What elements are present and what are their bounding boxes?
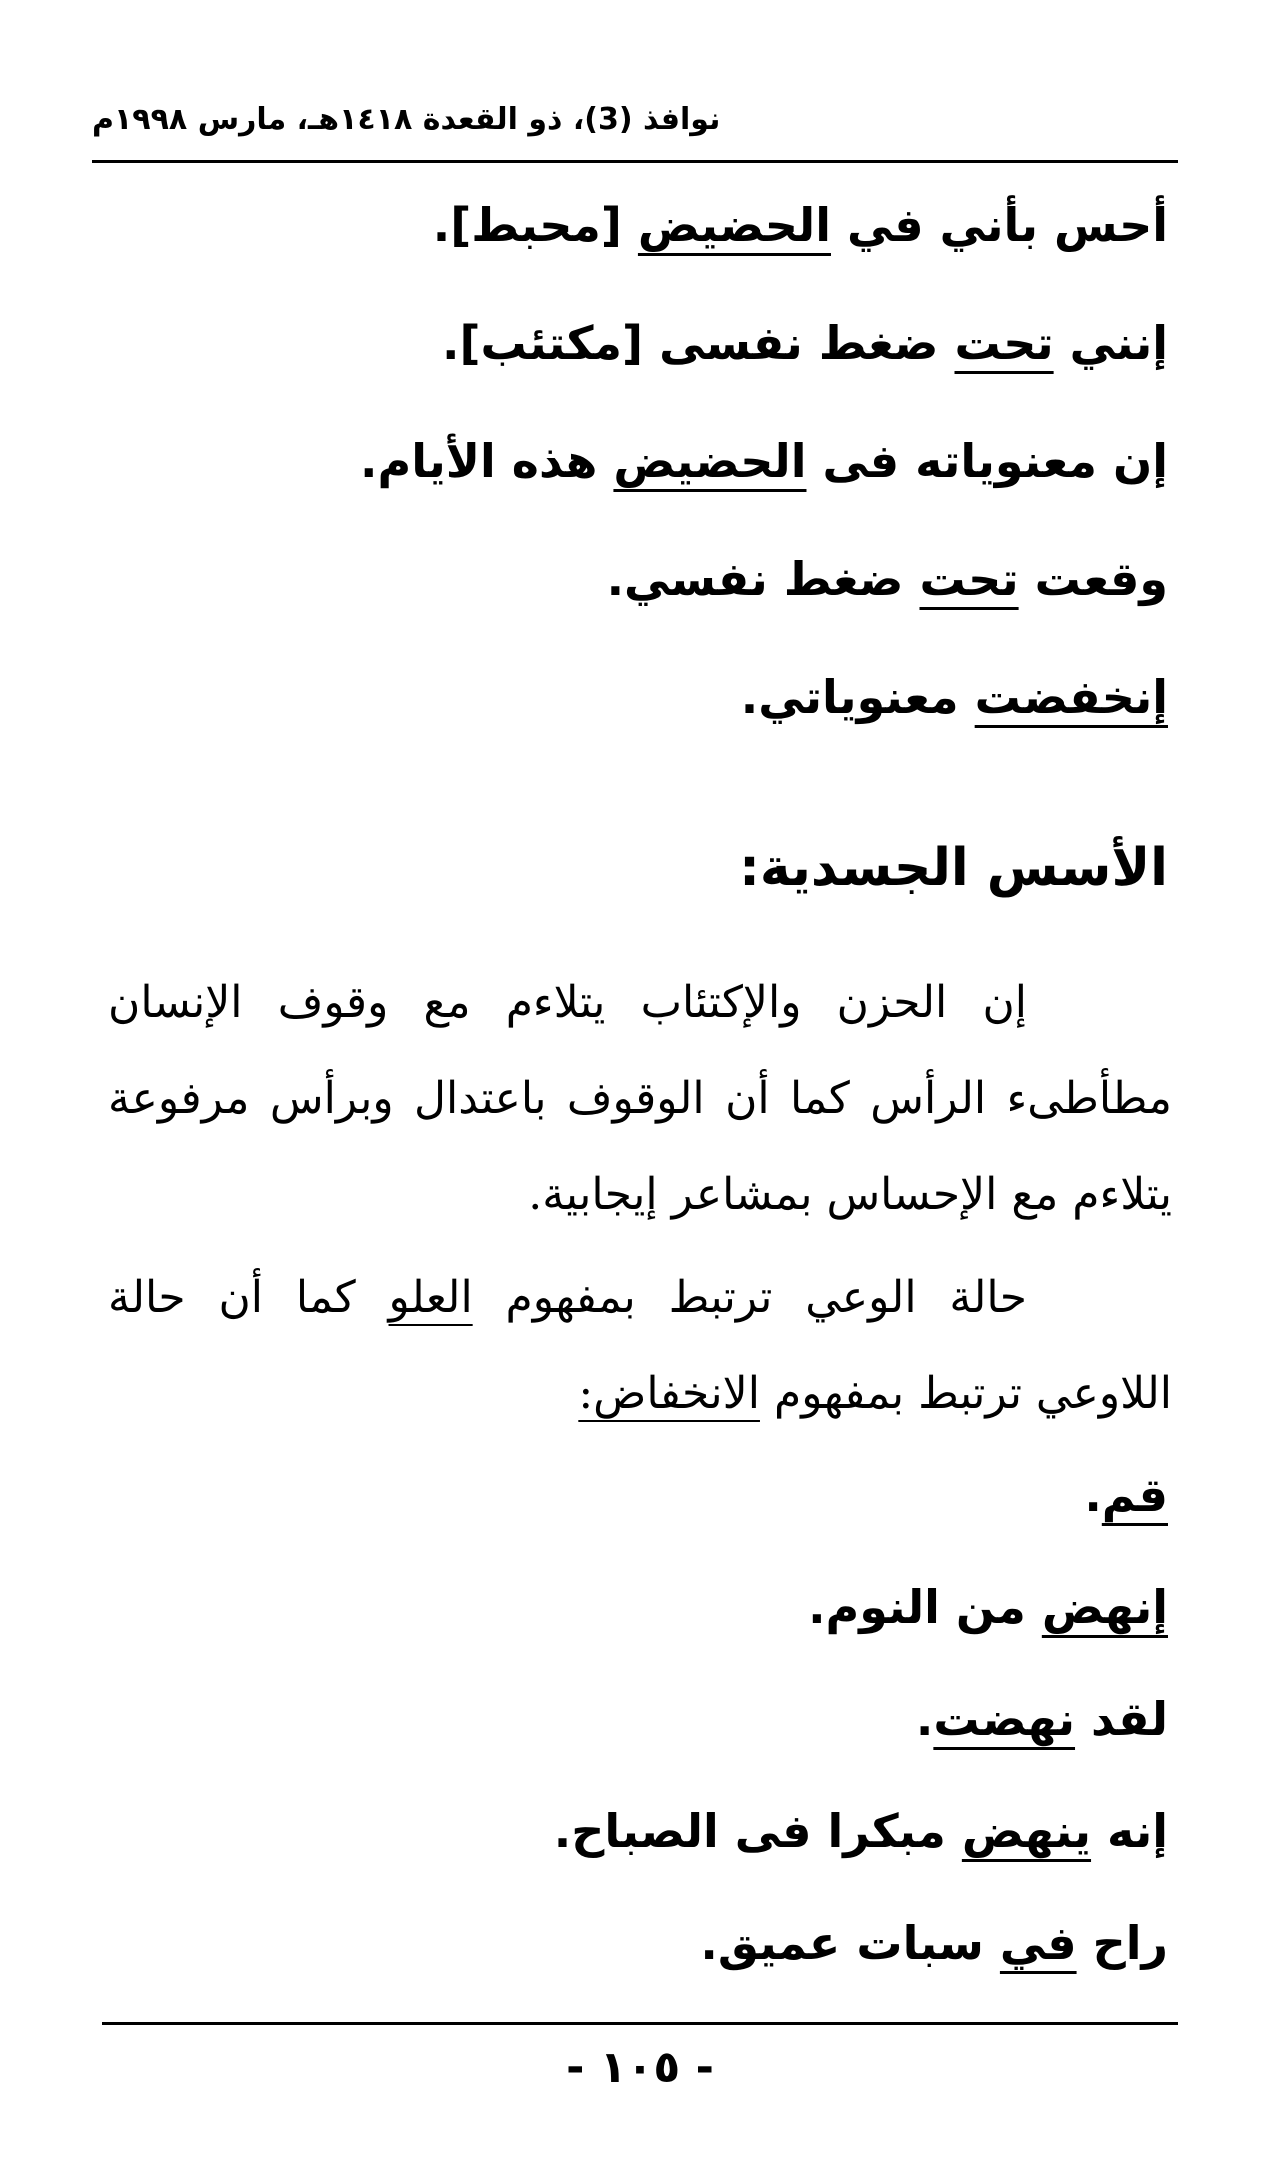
underlined-keyword: تحت [919,552,1019,606]
paragraph-text: حالة الوعي ترتبط بمفهوم [472,1272,1028,1323]
example-text-before: راح [1076,1916,1168,1970]
example-text-after: معنوياتي. [740,670,975,724]
underlined-keyword: العلو [388,1272,473,1323]
underlined-keyword: إنخفضت [974,670,1168,724]
example-text-after: مبكرا فى الصباح. [553,1804,962,1858]
example-text-before: أحس بأني في [830,198,1168,252]
underlined-keyword: قم [1101,1468,1168,1522]
paragraph-text: كما أن حالة [108,1272,389,1323]
underlined-keyword: تحت [954,316,1054,370]
example-line [607,554,1168,605]
underlined-keyword: نهضت [933,1692,1076,1746]
paragraph-line: مطأطىء الرأس كما أن الوقوف باعتدال وبرأس مرفوعة [108,1073,1172,1124]
example-text-after: ضغط نفسي. [606,552,920,606]
example-text-before: إن معنوياته فى [806,434,1168,488]
section-heading: الأسس الجسدية: [739,838,1168,898]
page-number: - ١٠٥ - [566,2042,714,2093]
example-text-after: من النوم. [808,1580,1042,1634]
example-text-after: . [1084,1468,1102,1522]
example-line [360,436,1168,487]
example-text-before: إنه [1091,1804,1168,1858]
paragraph-line [108,1250,1172,1346]
body-paragraph [108,955,1172,1243]
example-line [700,1918,1168,1969]
example-line [554,1806,1168,1857]
paragraph-line: إن الحزن والإكتئاب يتلاءم مع وقوف الإنسان [108,977,1027,1028]
example-text-before: إنني [1053,316,1168,370]
running-title: نوافذ (3)، ذو القعدة ١٤١٨هـ، مارس ١٩٩٨م [92,102,721,137]
example-text-before: لقد [1075,1692,1168,1746]
body-paragraph [108,1250,1172,1442]
example-text-after: سبات عميق. [700,1916,1000,1970]
underlined-keyword: الانخفاض: [578,1368,760,1419]
paragraph-text: اللاوعي ترتبط بمفهوم [759,1368,1172,1419]
example-line [741,672,1168,723]
example-line [808,1582,1168,1633]
example-line [916,1694,1168,1745]
example-line [433,200,1168,251]
example-text-after: هذه الأيام. [360,434,614,488]
example-text-after: . [915,1692,934,1746]
example-line [1084,1470,1168,1521]
underlined-keyword: الحضيض [613,434,807,488]
footer-divider [102,2022,1178,2025]
underlined-keyword: في [999,1916,1077,1970]
example-text-after: [محبط]. [432,198,638,252]
example-text-after: ضغط نفسى [مكتئب]. [442,316,955,370]
underlined-keyword: إنهض [1041,1580,1168,1634]
paragraph-line [108,1346,1172,1442]
example-line [442,318,1168,369]
running-header [92,96,1178,163]
underlined-keyword: ينهض [961,1804,1092,1858]
example-text-before: وقعت [1018,552,1168,606]
underlined-keyword: الحضيض [637,198,831,252]
paragraph-line: يتلاءم مع الإحساس بمشاعر إيجابية. [528,1169,1172,1220]
